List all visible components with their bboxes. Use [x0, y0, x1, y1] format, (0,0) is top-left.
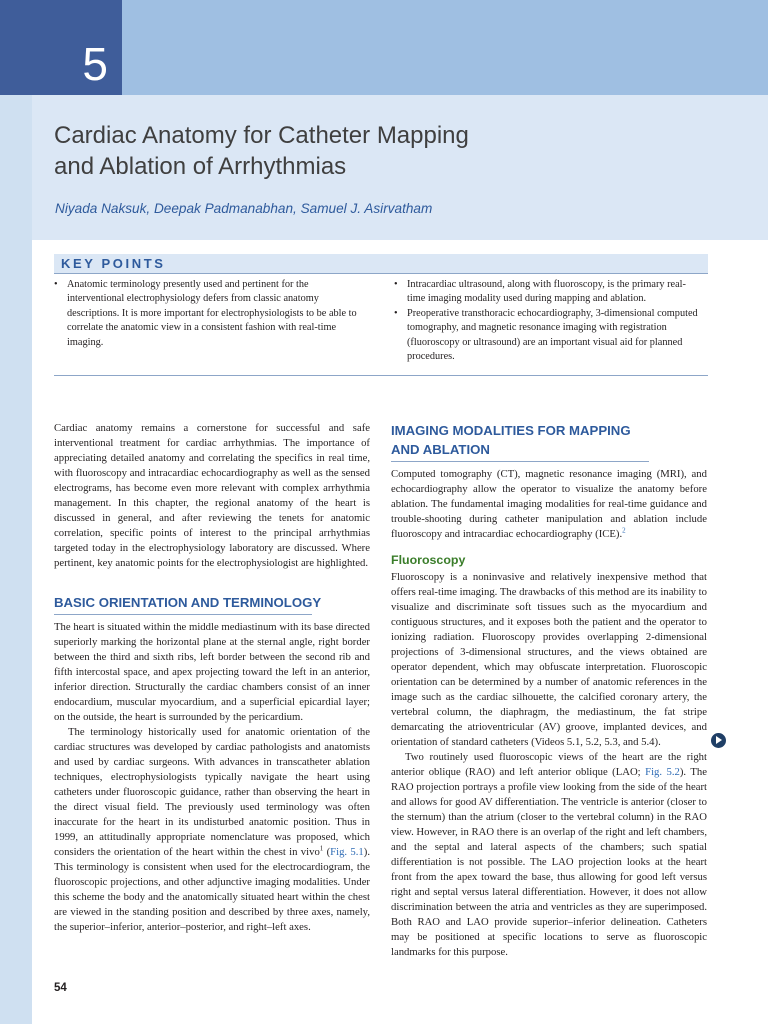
- left-margin-band: [0, 0, 32, 1024]
- body-paragraph: [391, 467, 707, 542]
- right-column: [391, 421, 707, 960]
- key-points-heading: KEY POINTS: [61, 256, 166, 271]
- paragraph-text: ). This terminology is consistent when used for the electrocardiogram, the fluoroscopic projections, and other adjunctive imaging modalities. Under this scheme the body and the anatomically situated heart within the chest are viewed in the standing position and described by three axes, namely, the superior–inferior, anterior–posterior, and right–left axes.: [54, 846, 371, 933]
- key-point-item: • Anatomic terminology presently used and pertinent for the interventional electrophysiology defers from classic anatomy descriptions. It is more important for electrophysiologists to be able to correlate the anatomic view in a consistent fashion with real-time imaging.: [52, 278, 358, 350]
- body-paragraph: The heart is situated within the middle mediastinum with its base directed superiorly marking the horizontal plane at the sternal angle, right border between the third and sixth ribs, left border between the second rib and fifth intercostal space, and apex projecting toward the left in an anterior, inferior direction. Structurally the cardiac chambers consist of an inner endocardium, muscular myocardium, and a superficial epicardial layer; on the outside, the heart is surrounded by the pericardium.: [54, 621, 370, 723]
- key-point-item: • Intracardiac ultrasound, along with fluoroscopy, is the primary real-time imaging modality used during mapping and ablation.: [392, 278, 698, 307]
- paragraph-text: ). The RAO projection portrays a profile view looking from the side of the heart and allows for good AV differentiation. The ventricle is anterior (closer to the sternum) than the atrium (closer to the vertebral column) in the RAO view. However, in RAO there is an overlap of the right and left chambers, and the septal and lateral aspects of the chambers; such spatial differentiation is not possible. The LAO projection looks at the heart front from the apex toward the base, thus allowing for good left versus right and septal versus lateral differentiation. However, it does not allow discrimination between the atria and ventricles as they are superimposed. Both RAO and LAO provide superior–inferior delineation. Catheters may be positioned at specific locations to serve as fluoroscopic landmarks for this purpose.: [391, 766, 707, 958]
- subheading-fluoroscopy: Fluoroscopy: [391, 553, 466, 567]
- key-points-bottom-rule: [54, 375, 708, 376]
- chapter-title: [54, 120, 714, 182]
- left-column: [54, 421, 370, 935]
- body-paragraph: [54, 725, 370, 935]
- chapter-title-line-1: Cardiac Anatomy for Catheter Mapping: [54, 122, 469, 149]
- chapter-title-line-2: and Ablation of Arrhythmias: [54, 153, 347, 180]
- paragraph-text: Two routinely used fluoroscopic views of the heart are the right anterior oblique (RAO) and left anterior oblique (LAO;: [391, 751, 707, 778]
- citation[interactable]: 1: [319, 844, 324, 853]
- body-paragraph: Fluoroscopy is a noninvasive and relatively inexpensive method that offers real-time imaging. The drawbacks of this method are its inability to visualize and discriminate soft tissues such as the myocardium and contiguous structures, and it exposes both the patient and the operator to ionizing radiation. Fluoroscopy provides overlapping 2-dimensional projections of 3-dimensional structures, and the views obtained are operator dependent, which may obfuscate interpretation. Fluoroscopic orientation can be determined by a number of anatomic references in the image such as the cardiac silhouette, the calcified coronary artery, the vertebral column, the diaphragm, the mediastinum, the fat stripe demarcating the atrioventricular (AV) groove, implanted devices, and orientation of standard catheters (Videos 5.1, 5.2, 5.3, and 5.4).: [391, 571, 707, 748]
- intro-paragraph: Cardiac anatomy remains a cornerstone for successful and safe interventional treatment for cardiac arrhythmias. The importance of appreciating detailed anatomy and correlating the specifics in real time, with fluoroscopy and intracardiac echocardiography as well as the sensed electrograms, has become even more relevant with complex arrhythmia management. In this chapter, the regional anatomy of the heart is discussed in general, and after reviewing the tenets for anatomic correlation, specific points of interest to the principal arrhythmias targeted today in the electrophysiology laboratory are discussed. Where pertinent, key anatomic points for the electrophysiologist are highlighted.: [54, 422, 370, 569]
- figure-link-5-2[interactable]: Fig. 5.2: [645, 766, 680, 778]
- section-heading-imaging-modalities: [391, 421, 707, 459]
- key-point-item: • Preoperative transthoracic echocardiography, 3-dimensional computed tomography, and magnetic resonance imaging with registration (fluoroscopy or ultrasound) are an important visual aid for planned procedures.: [392, 307, 698, 365]
- paragraph-text: The terminology historically used for anatomic orientation of the cardiac structures was developed by cardiac pathologists and anatomists and used by cardiac surgeons. With advances in transcatheter ablation techniques, electrophysiologists typically navigate the heart using catheters under fluoroscopic guidance, rather than observing the heart in the direct visual field. The previously used terminology was often inaccurate for the heart in its undisturbed anatomic position. Thus in 1999, an attitudinally appropriate nomenclature was proposed, which considers the orientation of the heart within the chest in vivo: [54, 726, 370, 858]
- figure-link-5-1[interactable]: Fig. 5.1: [330, 846, 364, 858]
- section-heading-line-2: AND ABLATION: [391, 442, 490, 457]
- section-heading-basic-orientation: BASIC ORIENTATION AND TERMINOLOGY: [54, 595, 322, 610]
- chapter-number: 5: [82, 38, 108, 90]
- key-points-top-rule: [54, 273, 708, 274]
- key-points-left: [52, 278, 358, 350]
- video-play-icon[interactable]: [711, 733, 726, 748]
- section-heading-line-1: IMAGING MODALITIES FOR MAPPING: [391, 423, 631, 438]
- header-band: [122, 0, 768, 95]
- paragraph-text: Computed tomography (CT), magnetic resonance imaging (MRI), and echocardiography allow the operator to visualize the anatomy before ablation. The fundamental imaging modalities for real-time guidance and trouble-shooting during catheter manipulation and ablation include fluoroscopy and intracardiac echocardiography (ICE).: [391, 468, 707, 540]
- paragraph-text: (: [323, 846, 331, 858]
- page-number: 54: [54, 982, 67, 994]
- chapter-authors: Niyada Naksuk, Deepak Padmanabhan, Samuel J. Asirvatham: [55, 201, 433, 216]
- citation[interactable]: 2: [622, 526, 626, 535]
- body-paragraph: [391, 750, 707, 960]
- key-points-right: [392, 278, 698, 364]
- chapter-number-box: [0, 0, 122, 95]
